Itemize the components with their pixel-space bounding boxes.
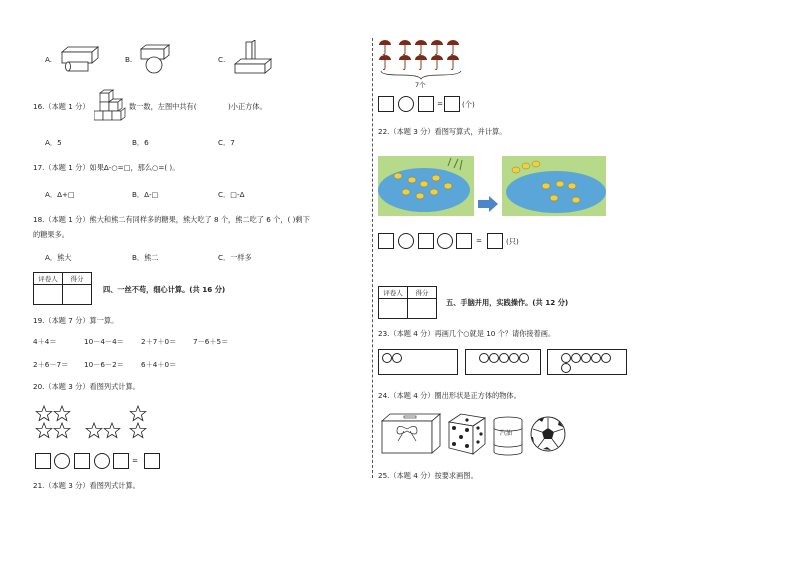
q22-title: 22.（本题 3 分）看图写算式，并计算。 — [378, 127, 507, 136]
column-divider — [372, 38, 373, 478]
q22-unit: (只) — [506, 237, 519, 246]
q22-arrow-icon — [478, 196, 498, 212]
score-table-score-header: 得分 — [63, 273, 92, 285]
q18-option-c: C．一样多 — [218, 253, 252, 262]
q21-answer-box-2[interactable] — [418, 96, 434, 112]
q23-circle — [561, 363, 571, 373]
q22-answer-box-3[interactable] — [456, 233, 472, 249]
q19-row1-item2: 10－4－4＝ — [84, 337, 124, 346]
q23-circle — [519, 353, 529, 363]
q24-gift-box-image[interactable] — [380, 413, 442, 455]
umbrella-count-label: 7个 — [415, 81, 426, 89]
score-table-grader-header: 评卷人 — [379, 287, 408, 299]
q22-equals-sign: = — [476, 236, 483, 245]
q18-option-b: B．熊二 — [132, 253, 159, 262]
q22-pond-left-image — [378, 156, 474, 216]
q16-option-b: B．6 — [132, 138, 149, 147]
score-table-score-header: 得分 — [408, 287, 437, 299]
q15-option-b: B. — [125, 55, 133, 64]
q20-answer-box-2[interactable] — [74, 453, 90, 469]
q17-option-a: A．Δ+□ — [45, 190, 75, 199]
q21-answer-box-1[interactable] — [378, 96, 394, 112]
q19-row1-item4: 7－6＋5＝ — [193, 337, 229, 346]
q16-question-text-end: )小正方体。 — [228, 102, 267, 111]
q21-unit: (个) — [462, 100, 475, 109]
score-table-grader-cell[interactable] — [34, 285, 63, 305]
q19-row2-item3: 6＋4＋0＝ — [141, 360, 177, 369]
q22-answer-box-2[interactable] — [418, 233, 434, 249]
q23-circle — [591, 353, 601, 363]
q19-title: 19.（本题 7 分）算一算。 — [33, 316, 119, 325]
q19-row2-item2: 10－6－2＝ — [84, 360, 124, 369]
q20-operator-circle-2[interactable] — [94, 453, 110, 469]
q23-circle — [382, 353, 392, 363]
q20-answer-box-1[interactable] — [35, 453, 51, 469]
q15-shape-a-image — [60, 44, 100, 74]
score-table-section4 — [33, 272, 92, 305]
q16-cubes-image — [94, 89, 128, 125]
q24-soccer-ball-image[interactable] — [529, 415, 567, 453]
q18-question-line2: 的糖果多。 — [33, 230, 69, 239]
q24-oil-barrel-label: 汽油 — [500, 430, 513, 437]
q19-row1-item3: 2＋7＋0＝ — [141, 337, 177, 346]
q20-result-box[interactable] — [144, 453, 160, 469]
q18-option-a: A．熊大 — [45, 253, 72, 262]
q22-answer-box-1[interactable] — [378, 233, 394, 249]
score-table-section5 — [378, 286, 437, 319]
q23-circle — [499, 353, 509, 363]
q23-panel-1[interactable] — [378, 349, 458, 375]
q24-dice-image[interactable] — [445, 412, 489, 456]
q20-answer-box-3[interactable] — [113, 453, 129, 469]
q19-row2-item1: 2＋6－7＝ — [33, 360, 69, 369]
q22-pond-right-image — [502, 156, 606, 216]
section5-heading: 五、手脑并用，实践操作。(共 12 分) — [446, 298, 569, 307]
q23-circle — [601, 353, 611, 363]
q22-result-box[interactable] — [487, 233, 503, 249]
q20-stars-image — [34, 404, 152, 440]
q23-circle — [509, 353, 519, 363]
q20-title: 20.（本题 3 分）看图列式计算。 — [33, 382, 140, 391]
score-table-grader-header: 评卷人 — [34, 273, 63, 285]
q17-option-c: C．□-Δ — [218, 190, 245, 199]
q20-equals-sign: = — [132, 456, 139, 465]
q17-question: 17.（本题 1 分）如果Δ-○=□，那么○=( )。 — [33, 163, 180, 172]
q23-circle — [581, 353, 591, 363]
q23-circle — [561, 353, 571, 363]
q16-option-c: C．7 — [218, 138, 235, 147]
q24-title: 24.（本题 4 分）圈出形状是正方体的物体。 — [378, 391, 521, 400]
q23-circle — [479, 353, 489, 363]
q23-circle — [571, 353, 581, 363]
q21-equals-sign: = — [437, 99, 444, 108]
q25-title: 25.（本题 4 分）按要求画图。 — [378, 471, 478, 480]
q21-operator-circle[interactable] — [398, 96, 414, 112]
q23-panel-3[interactable] — [547, 349, 627, 375]
q16-question-text: 数一数，左图中共有( — [129, 102, 197, 111]
q23-panel-2[interactable] — [465, 349, 541, 375]
q15-shape-b-image — [139, 43, 171, 75]
q23-title: 23.（本题 4 分）再画几个○就是 10 个？请你接着画。 — [378, 329, 556, 338]
q15-option-c: C. — [218, 55, 226, 64]
q16-prefix: 16.（本题 1 分） — [33, 102, 90, 111]
q22-operator-circle-1[interactable] — [398, 233, 414, 249]
score-table-score-cell[interactable] — [408, 299, 437, 319]
q23-circle — [392, 353, 402, 363]
q22-operator-circle-2[interactable] — [437, 233, 453, 249]
q17-option-b: B．Δ-□ — [132, 190, 159, 199]
q19-row1-item1: 4＋4＝ — [33, 337, 57, 346]
q21-title: 21.（本题 3 分）看图列式计算。 — [33, 481, 140, 490]
q20-operator-circle-1[interactable] — [54, 453, 70, 469]
q15-shape-c-image — [233, 40, 273, 76]
score-table-score-cell[interactable] — [63, 285, 92, 305]
q23-circle — [489, 353, 499, 363]
q21-result-box[interactable] — [444, 96, 460, 112]
q15-option-a: A. — [45, 55, 53, 64]
section4-heading: 四、一丝不苟，细心计算。(共 16 分) — [103, 285, 226, 294]
q16-option-a: A．5 — [45, 138, 62, 147]
q18-question-line1: 18.（本题 1 分）熊大和熊二有同样多的糖果，熊大吃了 8 个，熊二吃了 6 个，( )剩下 — [33, 215, 310, 224]
score-table-grader-cell[interactable] — [379, 299, 408, 319]
